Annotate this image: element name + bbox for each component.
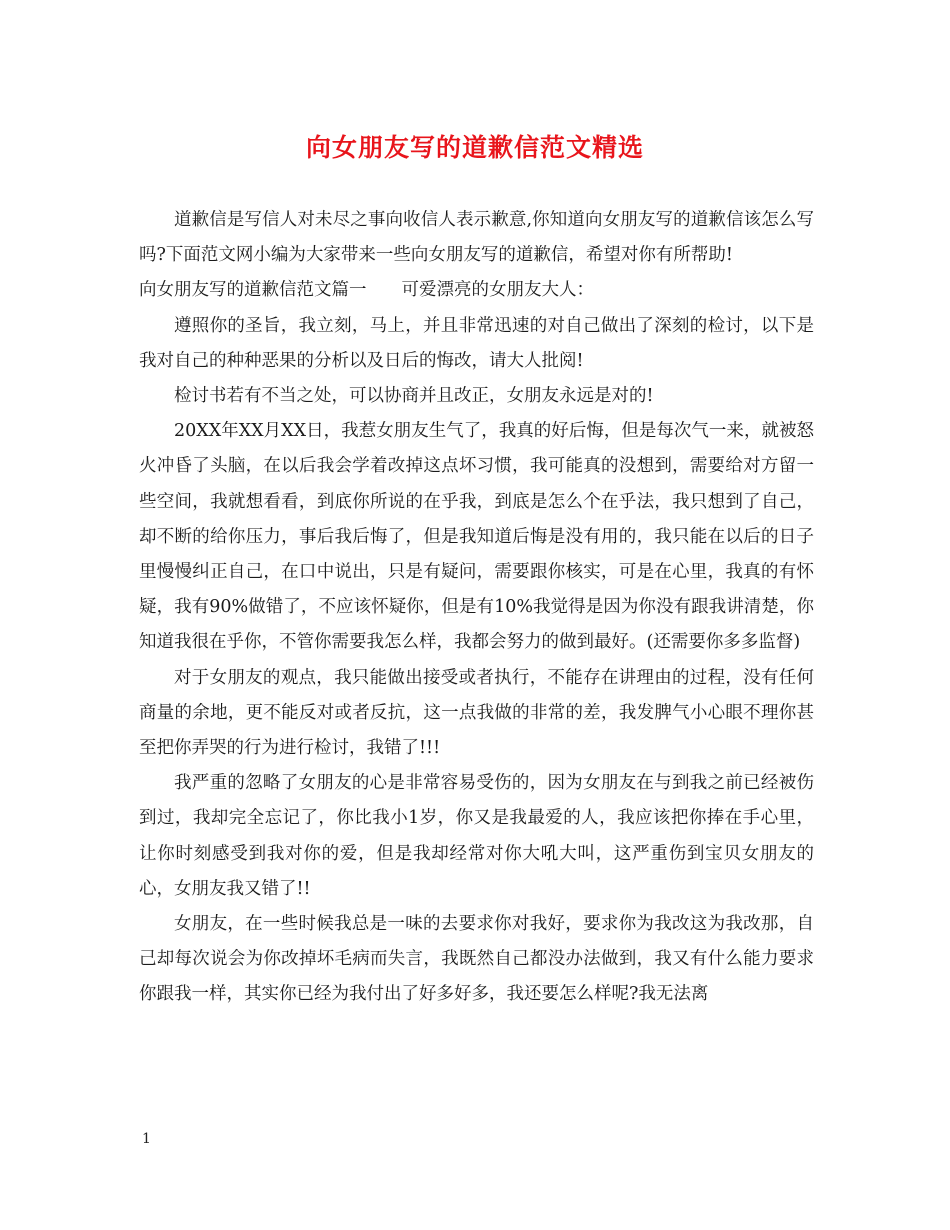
paragraph-section-heading: 向女朋友写的道歉信范文篇一 可爱漂亮的女朋友大人：: [139, 280, 594, 301]
paragraph: 检讨书若有不当之处，可以协商并且改正，女朋友永远是对的!: [174, 386, 654, 407]
paragraph: 我严重的忽略了女朋友的心是非常容易受伤的，因为女朋友在与到我之前已经被伤到过，我却完全忘记了，你比我小1岁，你又是我最爱的人，我应该把你捧在手心里，让你时刻感受到我对你的爱，但是我却经常对你大吼大叫，这严重伤到宝贝女朋友的心，女朋友我又错了!!: [139, 773, 814, 899]
document-body: [139, 203, 814, 1013]
page-number: 1: [142, 1131, 151, 1147]
paragraph: 女朋友，在一些时候我总是一味的去要求你对我好，要求你为我改这为我改那，自己却每次说会为你改掉坏毛病而失言，我既然自己都没办法做到，我又有什么能力要求你跟我一样，其实你已经为我付出了好多好多，我还要怎么样呢?我无法离: [139, 914, 814, 1005]
paragraph: 20XX年XX月XX日，我惹女朋友生气了，我真的好后悔，但是每次气一来，就被怒火冲昏了头脑，在以后我会学着改掉这点坏习惯，我可能真的没想到，需要给对方留一些空间，我就想看看，到底你所说的在乎我，到底是怎么个在乎法，我只想到了自己，却不断的给你压力，事后我后悔了，但是我知道后悔是没有用的，我只能在以后的日子里慢慢纠正自己，在口中说出，只是有疑问，需要跟你核实，可是在心里，我真的有怀疑，我有90%做错了，不应该怀疑你，但是有10%我觉得是因为你没有跟我讲清楚，你知道我很在乎你，不管你需要我怎么样，我都会努力的做到最好。(还需要你多多监督): [139, 421, 814, 653]
document-title: 向女朋友写的道歉信范文精选: [305, 133, 644, 162]
paragraph: 遵照你的圣旨，我立刻，马上，并且非常迅速的对自己做出了深刻的检讨，以下是我对自己的种种恶果的分析以及日后的悔改，请大人批阅!: [139, 315, 814, 371]
paragraph-intro: 道歉信是写信人对未尽之事向收信人表示歉意,你知道向女朋友写的道歉信该怎么写吗?下面范文网小编为大家带来一些向女朋友写的道歉信，希望对你有所帮助!: [139, 210, 814, 266]
paragraph: 对于女朋友的观点，我只能做出接受或者执行，不能存在讲理由的过程，没有任何商量的余地，更不能反对或者反抗，这一点我做的非常的差，我发脾气小心眼不理你甚至把你弄哭的行为进行检讨，我错了!!!: [139, 667, 814, 759]
